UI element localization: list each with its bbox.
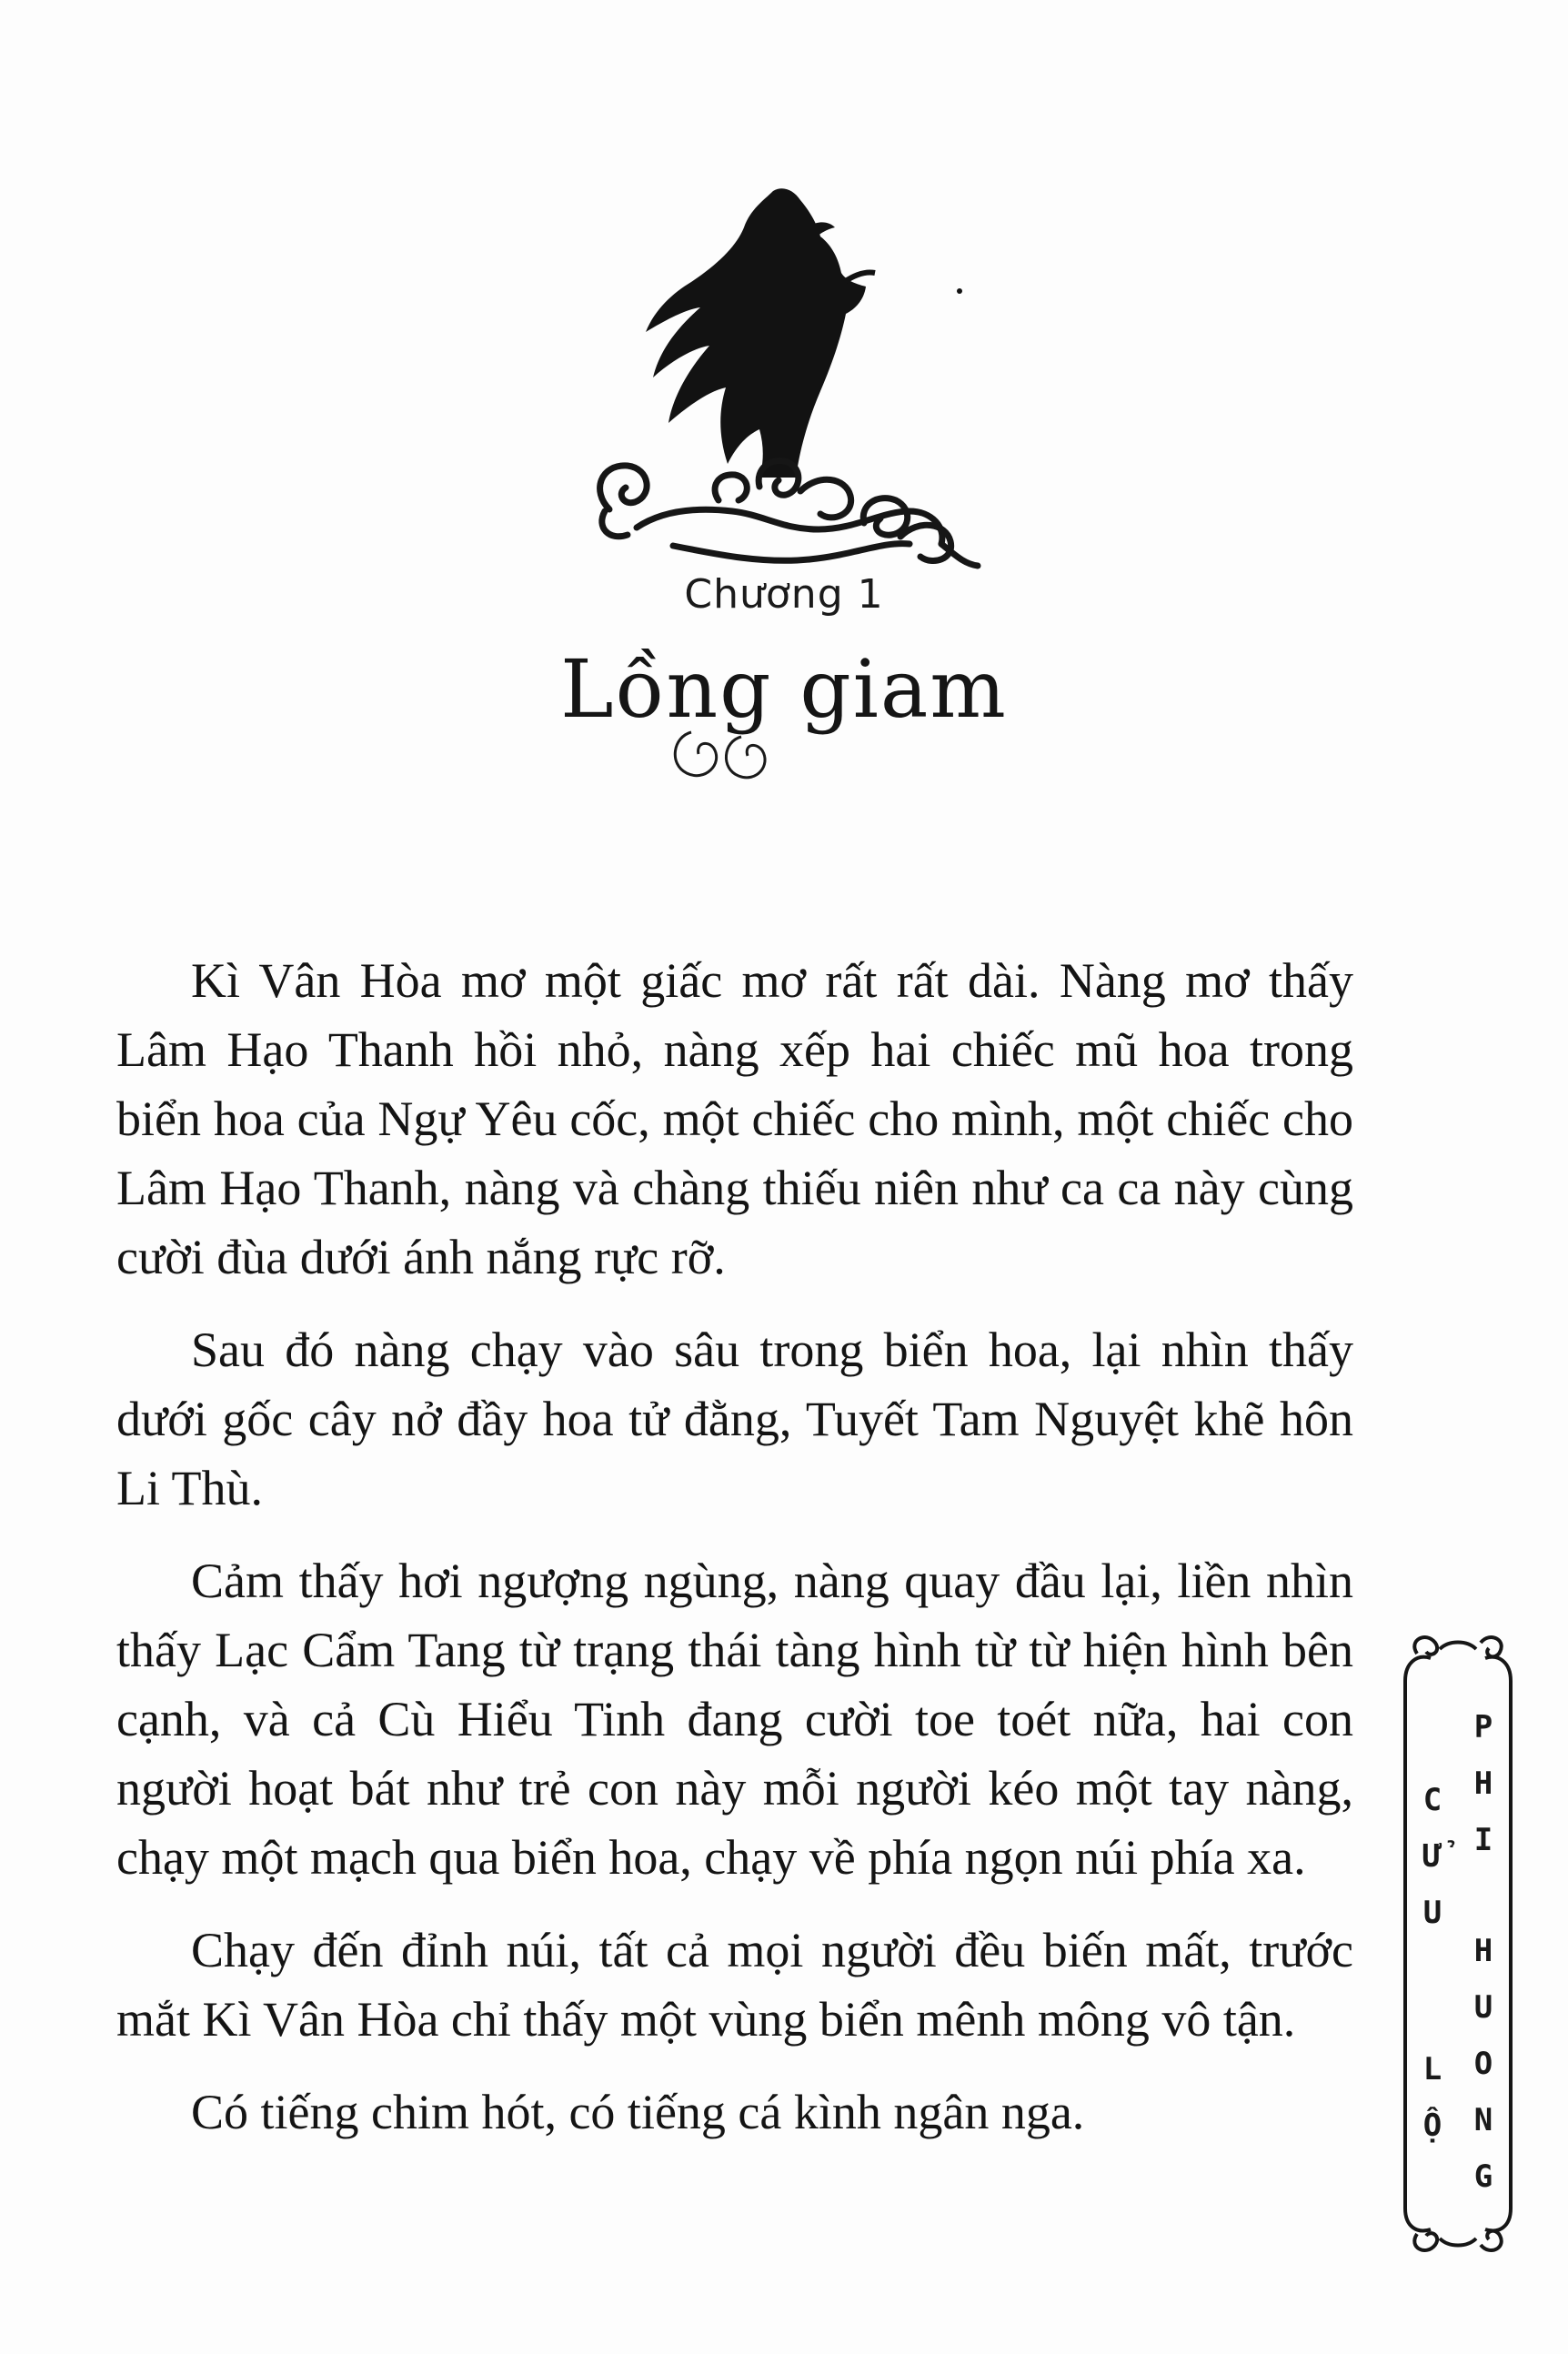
chapter-illustration xyxy=(582,173,982,609)
paragraph-1: Kì Vân Hòa mơ một giấc mơ rất rất dài. Nàng mơ thấy Lâm Hạo Thanh hồi nhỏ, nàng xếp hai chiếc mũ hoa trong biển hoa của Ngự Yêu cốc, một chiếc cho mình, một chiếc cho Lâm Hạo Thanh, nàng và chàng thiếu niên như ca ca này cùng cười đùa dưới ánh nắng rực rỡ. xyxy=(116,953,1353,1284)
paragraph-3: Cảm thấy hơi ngượng ngùng, nàng quay đầu lại, liền nhìn thấy Lạc Cẩm Tang từ trạng thái tàng hình từ từ hiện hình bên cạnh, và cả Cù Hiểu Tinh đang cười toe toét nữa, hai con người hoạt bát như trẻ con này mỗi người kéo một tay nàng, chạy một mạch qua biển hoa, chạy về phía ngọn núi phía xa. xyxy=(116,1554,1353,1885)
chapter-body xyxy=(116,946,1353,2170)
paragraph-2: Sau đó nàng chạy vào sâu trong biển hoa, lại nhìn thấy dưới gốc cây nở đầy hoa tử đằng, Tuyết Tam Nguyệt khẽ hôn Li Thù. xyxy=(116,1323,1353,1515)
book-title-vertical: P H I H U O N G xyxy=(1473,1709,1493,2195)
title-flourish-ornament xyxy=(655,723,837,796)
chapter-title: Lồng giam xyxy=(560,642,1008,736)
chapter-number: Chương 1 xyxy=(684,571,884,618)
paragraph-4: Chạy đến đỉnh núi, tất cả mọi người đều biến mất, trước mắt Kì Vân Hòa chỉ thấy một vùng biển mênh mông vô tận. xyxy=(116,1923,1353,2047)
author-name-vertical: C Ử U L Ộ xyxy=(1422,1782,1442,2144)
paragraph-5: Có tiếng chim hót, có tiếng cá kình ngân nga. xyxy=(191,2085,1085,2139)
side-title-banner xyxy=(1394,1626,1522,2254)
